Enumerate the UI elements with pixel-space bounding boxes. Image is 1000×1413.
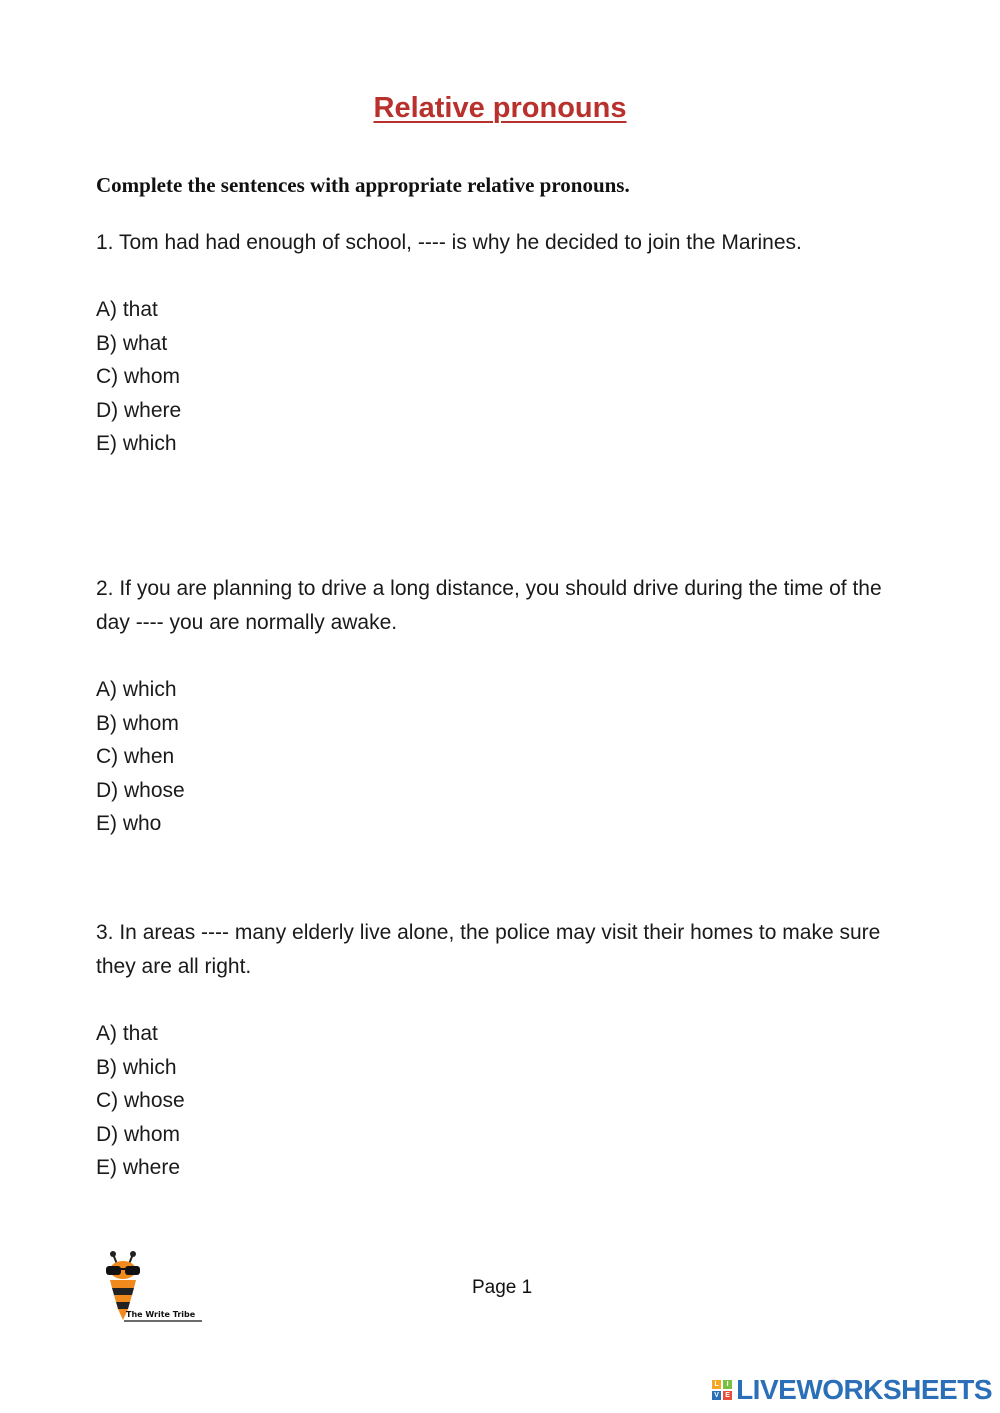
option-b[interactable]: B) which <box>96 1055 177 1079</box>
page-title: Relative pronouns <box>373 92 627 124</box>
option-a[interactable]: A) which <box>96 678 177 701</box>
logo-letter: V <box>712 1391 721 1400</box>
option-e[interactable]: E) which <box>96 432 177 456</box>
liveworksheets-logo-icon <box>712 1380 732 1400</box>
option-a[interactable]: A) that <box>96 298 158 321</box>
page-number: Page 1 <box>472 1277 533 1298</box>
question-3 <box>96 916 896 1185</box>
logo-letter: I <box>723 1380 732 1389</box>
option-e[interactable]: E) where <box>96 1156 181 1180</box>
logo-text: The Write Tribe <box>126 1310 196 1319</box>
question-1 <box>96 226 896 461</box>
option-d[interactable]: D) where <box>96 398 182 422</box>
option-e[interactable]: E) who <box>96 812 162 836</box>
option-b[interactable]: B) whom <box>96 711 179 735</box>
option-b[interactable]: B) what <box>96 331 168 355</box>
option-c[interactable]: C) when <box>96 745 175 769</box>
option-c[interactable]: C) whose <box>96 1089 185 1113</box>
liveworksheets-text: LIVEWORKSHEETS <box>736 1374 992 1405</box>
instructions: Complete the sentences with appropriate relative pronouns. <box>96 173 630 197</box>
liveworksheets-brand[interactable] <box>712 1373 992 1407</box>
option-d[interactable]: D) whom <box>96 1122 181 1146</box>
option-d[interactable]: D) whose <box>96 778 185 802</box>
question-2 <box>96 572 896 841</box>
option-c[interactable]: C) whom <box>96 365 181 389</box>
question-text: 3. In areas ---- many elderly live alone, the police may visit their homes to make sure they are all right. <box>96 921 881 978</box>
bee-logo-icon <box>98 1250 208 1328</box>
options-list <box>96 1017 896 1185</box>
option-a[interactable]: A) that <box>96 1022 158 1045</box>
logo-letter: E <box>723 1391 732 1400</box>
question-text: 1. Tom had had enough of school, ---- is why he decided to join the Marines. <box>96 231 802 254</box>
logo-letter: L <box>712 1380 721 1389</box>
question-text: 2. If you are planning to drive a long distance, you should drive during the time of the day ---- you are normally awake. <box>96 577 882 634</box>
options-list <box>96 293 896 461</box>
options-list <box>96 673 896 841</box>
